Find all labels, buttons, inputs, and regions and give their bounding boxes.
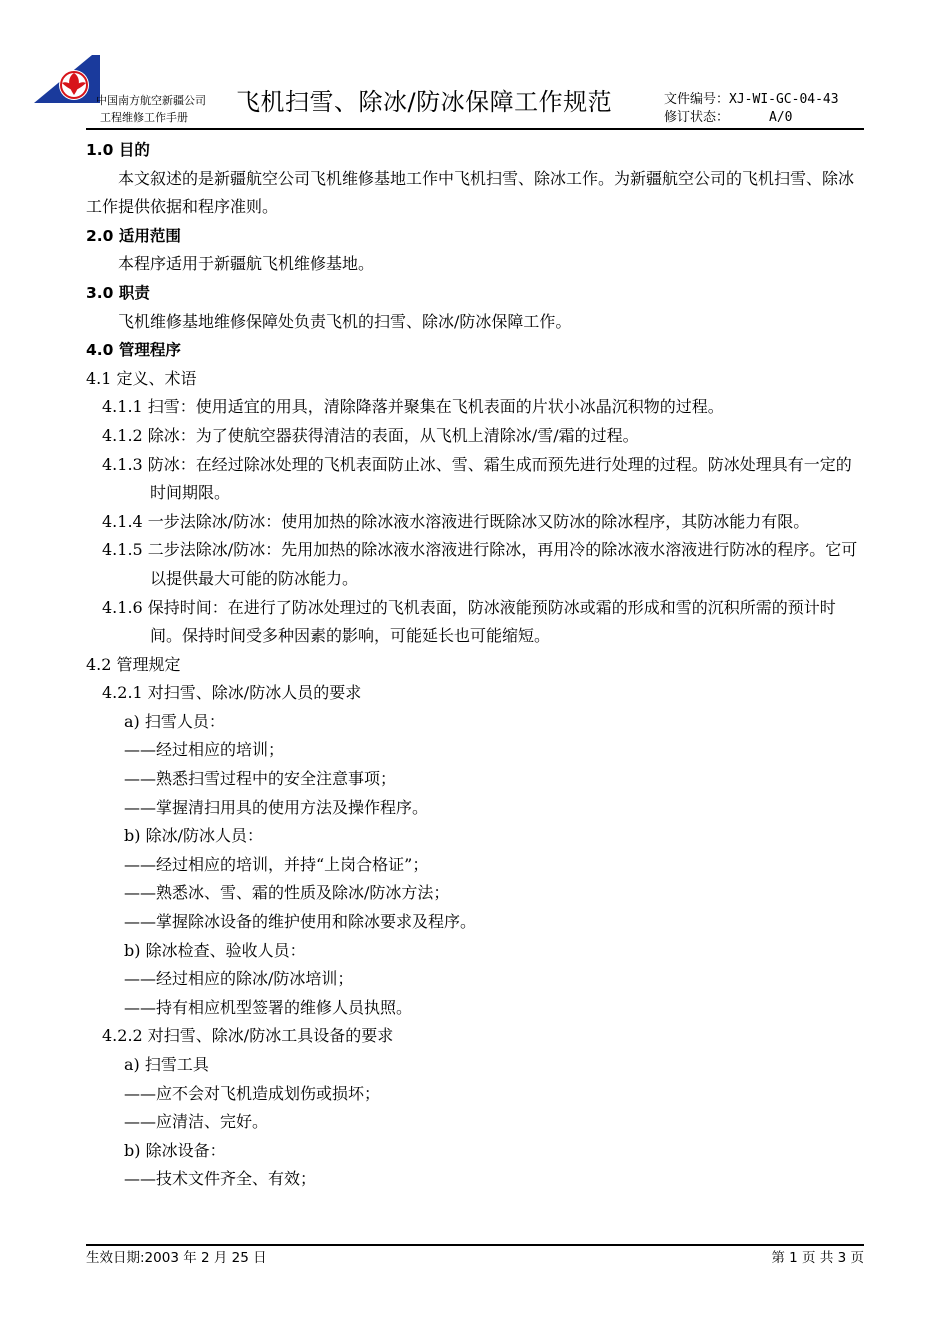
list-item: b) 除冰设备： bbox=[124, 1140, 226, 1160]
section-2-heading: 2.0 适用范围 bbox=[86, 226, 181, 245]
list-item: a) 扫雪工具 bbox=[124, 1055, 209, 1074]
list-item: ——经过相应的培训，并持“上岗合格证”； bbox=[124, 854, 429, 874]
page-footer bbox=[86, 1246, 864, 1266]
list-item: ——应清洁、完好。 bbox=[124, 1112, 269, 1132]
company-line2: 工程维修工作手册 bbox=[100, 111, 188, 124]
list-item: b) 除冰检查、验收人员： bbox=[124, 940, 306, 960]
section-3-text: 飞机维修基地维修保障处负责飞机的扫雪、除冰/防冰保障工作。 bbox=[118, 311, 572, 331]
section-4-2-2: 4.2.2 对扫雪、除冰/防冰工具设备的要求 bbox=[102, 1026, 394, 1046]
revision-value: A/0 bbox=[769, 110, 793, 125]
section-4-1-3: 4.1.3 防冰：在经过除冰处理的飞机表面防止冰、雪、霜生成而预先进行处理的过程。防冰处理具有一定的时间期限。 bbox=[102, 454, 852, 503]
effective-date: 生效日期:2003 年 2 月 25 日 bbox=[86, 1250, 267, 1266]
doc-no: XJ-WI-GC-04-43 bbox=[729, 92, 839, 107]
section-4-1-2: 4.1.2 除冰：为了使航空器获得清洁的表面，从飞机上清除冰/雪/霜的过程。 bbox=[102, 425, 639, 445]
list-item: a) 扫雪人员： bbox=[124, 711, 225, 731]
document-body bbox=[86, 136, 866, 1194]
section-4-1-4: 4.1.4 一步法除冰/防冰：使用加热的除冰液水溶液进行既除冰又防冰的除冰程序，其防冰能力有限。 bbox=[102, 511, 810, 531]
list-item: ——掌握清扫用具的使用方法及操作程序。 bbox=[124, 797, 429, 817]
list-item: b) 除冰/防冰人员： bbox=[124, 826, 263, 846]
section-3-heading: 3.0 职责 bbox=[86, 283, 150, 302]
document-meta bbox=[664, 91, 839, 127]
section-1-text: 本文叙述的是新疆航空公司飞机维修基地工作中飞机扫雪、除冰工作。为新疆航空公司的飞机扫雪、除冰工作提供依据和程序准则。 bbox=[86, 168, 855, 217]
section-4-1-6: 4.1.6 保持时间：在进行了防冰处理过的飞机表面，防冰液能预防冰或霜的形成和雪的沉积所需的预计时间。保持时间受多种因素的影响，可能延长也可能缩短。 bbox=[102, 597, 836, 646]
section-4-1-1: 4.1.1 扫雪：使用适宜的用具，清除降落并聚集在飞机表面的片状小冰晶沉积物的过程。 bbox=[102, 397, 724, 417]
revision-label: 修订状态： bbox=[664, 110, 730, 125]
list-item: ——经过相应的培训； bbox=[124, 740, 285, 760]
list-item: ——技术文件齐全、有效； bbox=[124, 1169, 317, 1189]
list-item: ——持有相应机型签署的维修人员执照。 bbox=[124, 997, 413, 1017]
section-4-2-1: 4.2.1 对扫雪、除冰/防冰人员的要求 bbox=[102, 683, 362, 703]
list-item: ——经过相应的除冰/防冰培训； bbox=[124, 969, 354, 989]
list-item: ——熟悉冰、雪、霜的性质及除冰/防冰方法； bbox=[124, 883, 450, 903]
section-4-2: 4.2 管理规定 bbox=[86, 654, 181, 674]
company-line1: 中国南方航空新疆公司 bbox=[96, 94, 206, 107]
list-item: ——应不会对飞机造成划伤或损坏； bbox=[124, 1083, 381, 1103]
section-1-heading: 1.0 目的 bbox=[86, 141, 150, 159]
section-4-1: 4.1 定义、术语 bbox=[86, 368, 197, 388]
company-logo bbox=[34, 55, 104, 103]
section-4-1-5: 4.1.5 二步法除冰/防冰：先用加热的除冰液水溶液进行除冰，再用冷的除冰液水溶液进行防冰的程序。它可以提供最大可能的防冰能力。 bbox=[102, 540, 858, 588]
page-number: 第 1 页 共 3 页 bbox=[771, 1250, 864, 1266]
header-rule bbox=[86, 128, 864, 130]
company-name bbox=[96, 94, 206, 125]
doc-no-label: 文件编号： bbox=[664, 92, 730, 107]
section-4-heading: 4.0 管理程序 bbox=[86, 341, 181, 360]
document-title: 飞机扫雪、除冰/防冰保障工作规范 bbox=[236, 88, 613, 116]
list-item: ——掌握除冰设备的维护使用和除冰要求及程序。 bbox=[124, 912, 477, 932]
list-item: ——熟悉扫雪过程中的安全注意事项； bbox=[124, 769, 397, 789]
section-2-text: 本程序适用于新疆航飞机维修基地。 bbox=[118, 254, 375, 274]
